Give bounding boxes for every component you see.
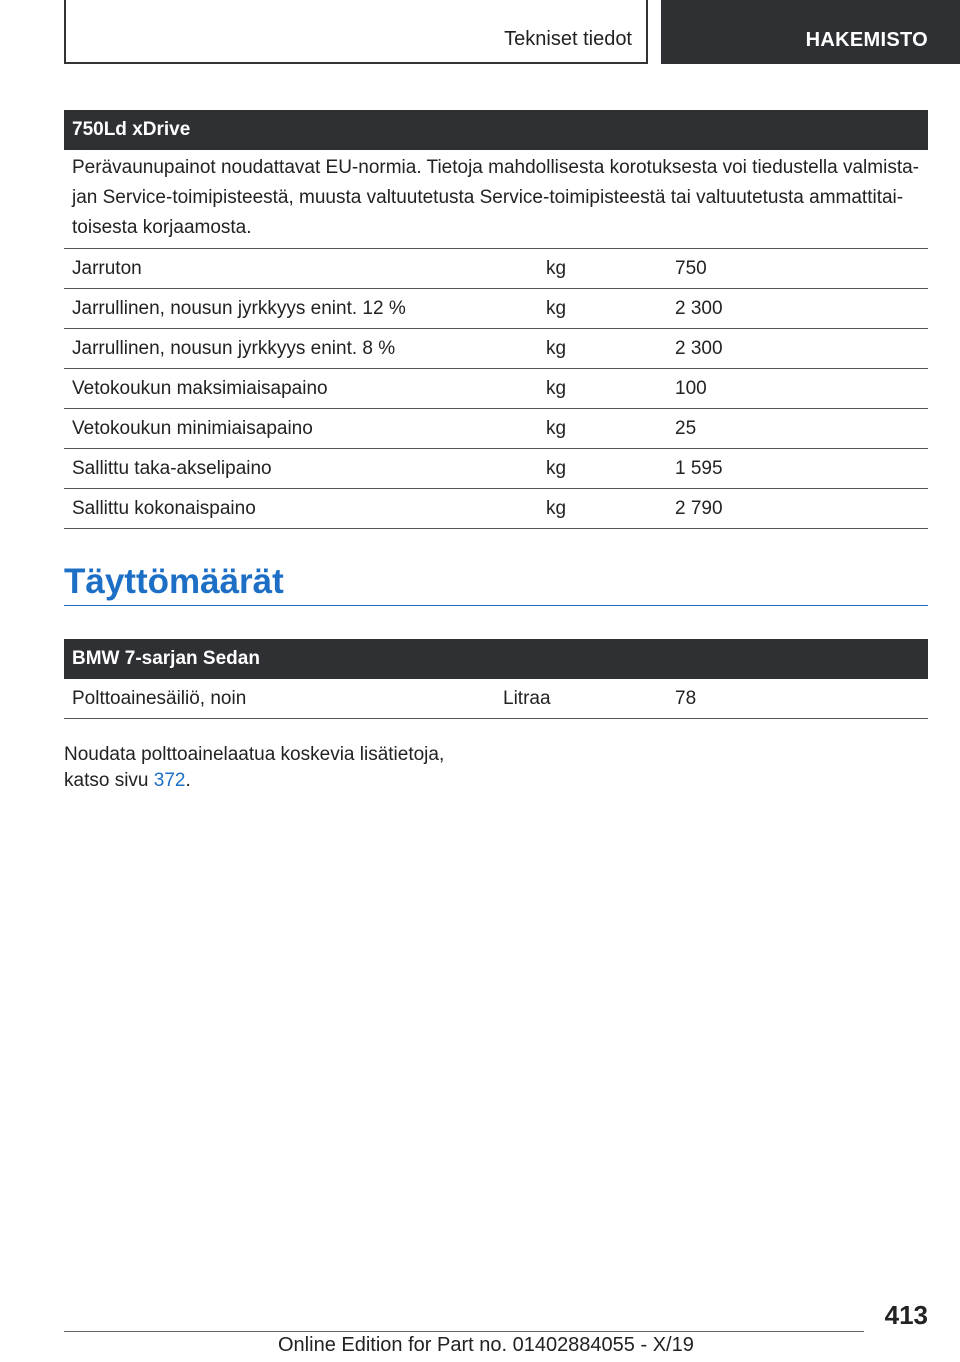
capacities-table xyxy=(64,639,928,719)
trailer-weights-table xyxy=(64,110,928,529)
table-heading: BMW 7-sarjan Sedan xyxy=(64,639,928,679)
row-unit: kg xyxy=(546,338,567,359)
row-value: 25 xyxy=(675,418,697,439)
row-unit: kg xyxy=(546,258,567,279)
table-row xyxy=(64,329,928,369)
header-section-box xyxy=(64,0,648,64)
note-line xyxy=(64,768,524,794)
table-row xyxy=(64,679,928,719)
row-unit: kg xyxy=(546,418,567,439)
table-row xyxy=(64,409,928,449)
note-line: Noudata polttoainelaatua koskevia lisätietoja, xyxy=(64,744,445,765)
row-label: Vetokoukun maksimiaisapaino xyxy=(72,378,328,399)
table-row xyxy=(64,449,928,489)
row-label: Jarrullinen, nousun jyrkkyys enint. 12 % xyxy=(72,298,406,319)
note-text: . xyxy=(185,770,191,791)
row-value: 78 xyxy=(675,688,697,709)
row-value: 100 xyxy=(675,378,707,399)
row-value: 750 xyxy=(675,258,707,279)
note-line: toisesta korjaamosta. xyxy=(72,217,252,238)
row-label: Vetokoukun minimiaisapaino xyxy=(72,418,313,439)
section-title: Täyttömäärät xyxy=(64,562,928,606)
note-text: katso sivu xyxy=(64,770,154,791)
row-unit: kg xyxy=(546,498,567,519)
row-value: 2 300 xyxy=(675,298,723,319)
index-tab-label: HAKEMISTO xyxy=(805,29,928,51)
row-label: Jarrullinen, nousun jyrkkyys enint. 8 % xyxy=(72,338,396,359)
row-unit: kg xyxy=(546,378,567,399)
row-value: 2 300 xyxy=(675,338,723,359)
row-unit: kg xyxy=(546,298,567,319)
note-line: Perävaunupainot noudattavat EU-normia. Tietoja mahdollisesta korotuksesta voi tiedustella valmista- xyxy=(72,157,920,178)
table-row xyxy=(64,289,928,329)
table-row xyxy=(64,369,928,409)
fuel-quality-note xyxy=(64,742,524,794)
row-label: Sallittu kokonaispaino xyxy=(72,498,256,519)
note-line: jan Service-toimipisteestä, muusta valtuutetusta Service-toimipisteestä tai valtuutetusta ammattitai- xyxy=(72,187,904,208)
footer-edition: Online Edition for Part no. 01402884055 - X/19 xyxy=(278,1334,694,1356)
row-label: Polttoainesäiliö, noin xyxy=(72,688,247,709)
row-label: Jarruton xyxy=(72,258,142,279)
row-unit: kg xyxy=(546,458,567,479)
row-label: Sallittu taka-akselipaino xyxy=(72,458,272,479)
table-row xyxy=(64,489,928,529)
page-link[interactable]: 372 xyxy=(153,770,186,791)
row-value: 1 595 xyxy=(675,458,723,479)
index-tab[interactable] xyxy=(661,0,960,64)
row-unit: Litraa xyxy=(503,688,551,709)
footer-divider xyxy=(64,1331,864,1332)
table-note xyxy=(64,150,928,249)
row-value: 2 790 xyxy=(675,498,723,519)
header-section-title: Tekniset tiedot xyxy=(504,28,632,50)
page-number: 413 xyxy=(884,1300,928,1330)
table-row xyxy=(64,249,928,289)
table-heading: 750Ld xDrive xyxy=(64,110,928,150)
